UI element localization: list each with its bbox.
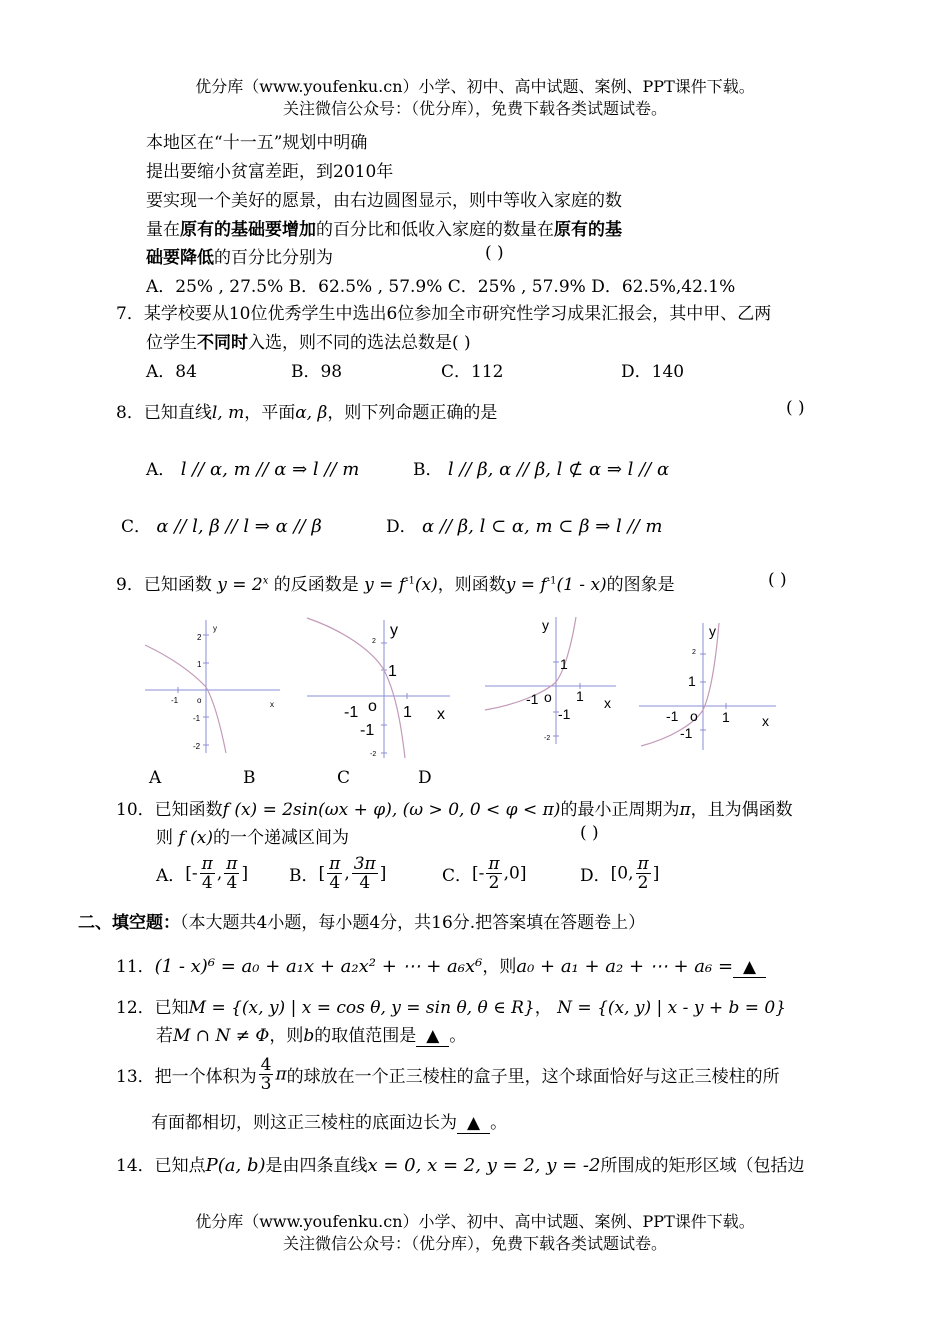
q8-option-d: D． α // β, l ⊂ α, m ⊂ β ⇒ l // m [386,516,663,537]
tick-label-2: 2 [372,638,376,645]
tick-label-neg2: -2 [370,751,377,758]
q6-line4: 量在原有的基础要增加的百分比和低收入家庭的数量在原有的基 [146,220,622,240]
x-label: x [604,695,611,711]
y-label: y [542,617,549,633]
q6-line2: 提出要缩小贫富差距，到2010年 [146,162,394,182]
origin-label: o [690,708,698,724]
q6-line3: 要实现一个美好的愿景，由右边圆图显示，则中等收入家庭的数 [146,191,622,211]
q6-line1: 本地区在“十一五”规划中明确 [146,133,368,153]
q7-line1: 7．某学校要从10位优秀学生中选出6位参加全市研究性学习成果汇报会，其中甲、乙两 [116,304,772,324]
page-header-line1: 优分库（www.youfenku.cn）小学、初中、高中试题、案例、PPT课件下载。 [195,77,755,96]
tick-label-neg1-x: -1 [526,691,539,707]
tick-label-neg1-y: -1 [558,706,571,722]
y-label: y [213,624,217,633]
q7-option-b: B．98 [291,362,343,382]
q11: 11．(1 - x)⁶ = a₀ + a₁x + a₂x² + ⋯ + a₆x⁶，则a₀ + a₁ + a₂ + ⋯ + a₆ = ▲ [116,952,766,978]
x-label: x [762,713,769,729]
q13-answer-blank[interactable]: ▲ [457,1113,490,1134]
page-header-line2: 关注微信公众号：（优分库），免费下载各类试题试卷。 [282,99,667,118]
q12-line1: 12．已知M = {(x, y) | x = cos θ, y = sin θ, θ ∈ R}， N = {(x, y) | x - y + b = 0} [116,998,787,1018]
q9-graph-d [636,618,781,753]
q8-option-c: C． α // l, β // l ⇒ α // β [121,516,322,537]
tick-label-1-x: 1 [576,688,584,704]
origin-label: o [368,698,377,715]
tick-label-1: 1 [688,673,696,689]
q10-option-a: A．[- $\frac{\pi}{4}$ , $\frac{\pi}{4}$ ] [156,854,249,893]
tick-label-1: 1 [388,663,397,680]
q8-answer-paren: ( ) [786,398,805,418]
q8-stem: 8．已知直线l, m，平面α, β，则下列命题正确的是 [116,403,498,423]
tick-label-1: 1 [560,656,568,672]
q9-graph-b-label: B [243,768,256,788]
q10-line2: 则 f (x)的一个递减区间为 [156,828,349,848]
q9-graph-a [140,615,285,755]
q14-line1: 14．已知点P(a, b)是由四条直线x = 0, x = 2, y = 2, y = -2所围成的矩形区域（包括边 [116,1155,805,1176]
page-footer-line2: 关注微信公众号：（优分库），免费下载各类试题试卷。 [282,1234,667,1253]
tick-label-neg1-x: -1 [171,696,179,705]
curve [145,645,226,753]
tick-label-neg1-y: -1 [680,725,693,741]
y-label: y [390,622,398,639]
tick-label-neg2: -2 [193,742,201,751]
section-fill-in-title: 二、填空题：（本大题共4小题，每小题4分，共16分.把答案填在答题卷上） [78,913,646,933]
tick-label-2: 2 [197,633,202,642]
q13-line1: 13．把一个体积为 $\frac{4}{3}$ π的球放在一个正三棱柱的盒子里，这个球面恰好与这正三棱柱的所 [116,1055,780,1094]
origin-label: o [197,696,202,705]
x-label: x [270,700,274,709]
q8-option-b: B． l // β, α // β, l ⊄ α ⇒ l // α [413,459,670,480]
q7-option-c: C．112 [441,362,504,382]
q12-answer-blank[interactable]: ▲ [416,1026,449,1047]
origin-label: o [544,689,552,705]
x-label: x [437,706,445,723]
q10-option-b: B．[ $\frac{\pi}{4}$ , $\frac{3\pi}{4}$ ] [289,854,387,893]
q9-answer-paren: ( ) [768,570,787,590]
q13-line2: 有面都相切，则这正三棱柱的底面边长为 ▲ 。 [151,1113,508,1133]
page-footer-line1: 优分库（www.youfenku.cn）小学、初中、高中试题、案例、PPT课件下载。 [195,1212,755,1231]
curve [307,618,405,758]
tick-label-neg1-y: -1 [360,722,375,739]
q9-graph-d-label: D [418,768,432,788]
q10-option-c: C．[- $\frac{\pi}{2}$ ,0] [442,854,527,893]
tick-label-1: 1 [197,660,202,669]
q9-graph-b [302,615,452,760]
q9-graph-c [480,612,620,747]
tick-label-1-x: 1 [722,709,730,725]
q10-option-d: D．[0, $\frac{\pi}{2}$ ] [580,854,660,893]
tick-label-neg1-y: -1 [193,714,201,723]
q12-line2: 若M ∩ N ≠ Φ，则b的取值范围是 ▲ 。 [156,1026,467,1046]
q9-stem: 9．已知函数 $y = 2^x$ 的反函数是 $y = f^{-1}(x)$，则函数$y = f^{-1}(1 - x)$的图象是 [116,575,675,595]
q7-line2: 位学生不同时入选，则不同的选法总数是( ) [146,333,471,353]
q6-answer-paren: ( ) [485,243,504,263]
q7-option-a: A．84 [146,362,197,382]
tick-label-2: 2 [692,649,696,656]
y-label: y [709,623,716,639]
q7-option-d: D．140 [621,362,685,382]
q9-graph-c-label: C [337,768,351,788]
tick-label-neg1-x: -1 [344,704,359,721]
q6-options: A．25% , 27.5% B．62.5% , 57.9% C．25% , 57.9% D．62.5%,42.1% [146,277,736,297]
q8-option-a: A． l // α, m // α ⇒ l // m [146,459,360,480]
q6-line5: 础要降低的百分比分别为 [146,248,333,268]
tick-label-neg2: -2 [544,735,551,742]
tick-label-neg1-x: -1 [666,708,679,724]
q10-stem: 10．已知函数f (x) = 2sin(ωx + φ), (ω > 0, 0 < φ < π)的最小正周期为π，且为偶函数 [116,800,793,820]
q9-graph-a-label: A [149,768,162,788]
tick-label-1-x: 1 [403,704,412,721]
q11-answer-blank[interactable]: ▲ [733,957,766,978]
q10-answer-paren: ( ) [580,823,599,843]
